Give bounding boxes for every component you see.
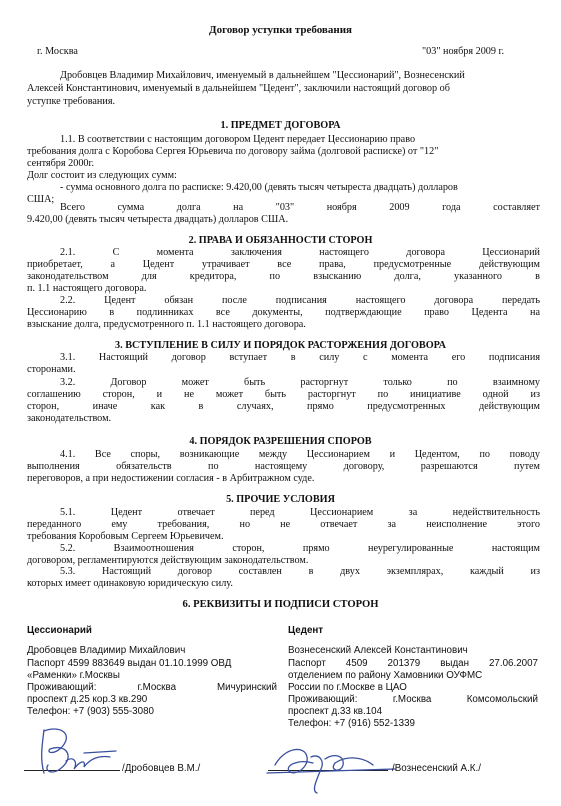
section-title: 5. ПРОЧИЕ УСЛОВИЯ [226, 494, 335, 505]
assignee-heading: Цессионарий [27, 625, 92, 636]
assignee-line: Дробовцев Владимир Михайлович [27, 645, 186, 656]
section-title: 3. ВСТУПЛЕНИЕ В СИЛУ И ПОРЯДОК РАСТОРЖЕНИЯ ДОГОВОРА [115, 340, 446, 351]
paragraph-line: переданного ему требования, но не отвечает за неисполнение этого [27, 519, 540, 530]
paragraph-line: переговоров, а при недостижении согласия - в Арбитражном суде. [27, 473, 315, 484]
paragraph-line: законодательством. [27, 413, 112, 424]
assignor-line: Вознесенский Алексей Константинович [288, 645, 468, 656]
paragraph-line: законодательством для кредитора, по взысканию долга, указанного в [27, 271, 540, 282]
paragraph-line: 4.1. Все споры, возникающие между Цессионарием и Цедентом, по поводу [60, 449, 540, 460]
paragraph-line: 9.420,00 (девять тысяч четыреста двадцать) долларов США. [27, 214, 289, 225]
paragraph-line: Всего сумма долга на "03" ноября 2009 года составляет [60, 202, 540, 213]
paragraph-line: приобретает, а Цедент утрачивает все права, предусмотренные действующим [27, 259, 540, 270]
paragraph-line: - сумма основного долга по расписке: 9.420,00 (девять тысяч четыреста двадцать) долларов [60, 182, 458, 193]
paragraph-line: сторон, иначе как в случаях, прямо предусмотренных действующим [27, 401, 540, 412]
assignor-line: России по г.Москве в ЦАО [288, 682, 407, 693]
paragraph-line: 2.2. Цедент обязан после подписания настоящего договора передать [60, 295, 540, 306]
paragraph-line: которых имеет одинаковую юридическую силу. [27, 578, 233, 589]
paragraph-line: США; [27, 194, 55, 205]
assignor-line: отделением по району Хамовники ОУФМС [288, 670, 483, 681]
intro-line: Дробовцев Владимир Михайлович, именуемый в дальнейшем "Цессионарий", Вознесенский [60, 70, 465, 81]
section-title: 2. ПРАВА И ОБЯЗАННОСТИ СТОРОН [188, 235, 373, 246]
paragraph-line: сторонами. [27, 364, 76, 375]
assignor-line: Телефон: +7 (916) 552-1339 [288, 718, 415, 729]
section-title: 6. РЕКВИЗИТЫ И ПОДПИСИ СТОРОН [182, 599, 379, 610]
assignor-heading: Цедент [288, 625, 324, 636]
paragraph-line: требования Коробовым Сергеем Юрьевичем. [27, 531, 224, 542]
paragraph-line: Цессионарию в подлинниках все документы, подтверждающие право Цедента на [27, 307, 540, 318]
paragraph-line: сентября 2000г. [27, 158, 95, 169]
intro-line: уступке требования. [27, 96, 116, 107]
assignee-signature-name: /Дробовцев В.М./ [122, 763, 201, 774]
city: г. Москва [37, 46, 78, 57]
paragraph-line: соглашению сторон, и не может быть расторгнут по инициативе одной из [27, 389, 540, 400]
assignee-line: проспект д.25 кор.3 кв.290 [27, 694, 148, 705]
paragraph-line: 3.1. Настоящий договор вступает в силу с момента его подписания [60, 352, 540, 363]
paragraph-line: Долг состоит из следующих сумм: [27, 170, 177, 181]
paragraph-line: 5.3. Настоящий договор составлен в двух экземплярах, каждый из [60, 566, 540, 577]
intro-line: Алексей Константинович, именуемый в дальнейшем "Цедент", заключили настоящий договор об [27, 83, 450, 94]
assignee-signature [14, 725, 134, 780]
assignee-line: Паспорт 4599 883649 выдан 01.10.1999 ОВД [27, 658, 232, 669]
document-title: Договор уступки требования [209, 24, 352, 36]
paragraph-line: договором, регламентируются действующим законодательством. [27, 555, 309, 566]
paragraph-line: 3.2. Договор может быть расторгнут только по взаимному [60, 377, 540, 388]
assignor-line: Проживающий: г.Москва Комсомольский [288, 694, 538, 705]
paragraph-line: выполнения обязательств по настоящему договору, разрешаются путем [27, 461, 540, 472]
paragraph-line: 1.1. В соответствии с настоящим договором Цедент передает Цессионарию право [60, 134, 416, 145]
assignor-line: Паспорт 4509 201379 выдан 27.06.2007 [288, 658, 538, 669]
assignee-line: Проживающий: г.Москва Мичуринский [27, 682, 277, 693]
paragraph-line: требования долга с Коробова Сергея Юрьевича по договору займа (долговой расписке) от "12" [27, 146, 439, 157]
assignee-line: Телефон: +7 (903) 555-3080 [27, 706, 154, 717]
paragraph-line: 5.1. Цедент отвечает перед Цессионарием за недействительность [60, 507, 540, 518]
date: "03" ноября 2009 г. [422, 46, 505, 57]
paragraph-line: 2.1. С момента заключения настоящего договора Цессионарий [60, 247, 540, 258]
paragraph-line: взыскание долга, предусмотренного п. 1.1 настоящего договора. [27, 319, 306, 330]
section-title: 4. ПОРЯДОК РАЗРЕШЕНИЯ СПОРОВ [189, 436, 372, 447]
paragraph-line: п. 1.1 настоящего договора. [27, 283, 147, 294]
assignor-signature-name: /Вознесенский А.К./ [392, 763, 481, 774]
paragraph-line: 5.2. Взаимоотношения сторон, прямо неурегулированные настоящим [60, 543, 540, 554]
assignor-signature [255, 735, 405, 795]
assignee-line: «Раменки» г.Москвы [27, 670, 120, 681]
section-title: 1. ПРЕДМЕТ ДОГОВОРА [220, 120, 341, 131]
assignor-line: проспект д.33 кв.104 [288, 706, 383, 717]
